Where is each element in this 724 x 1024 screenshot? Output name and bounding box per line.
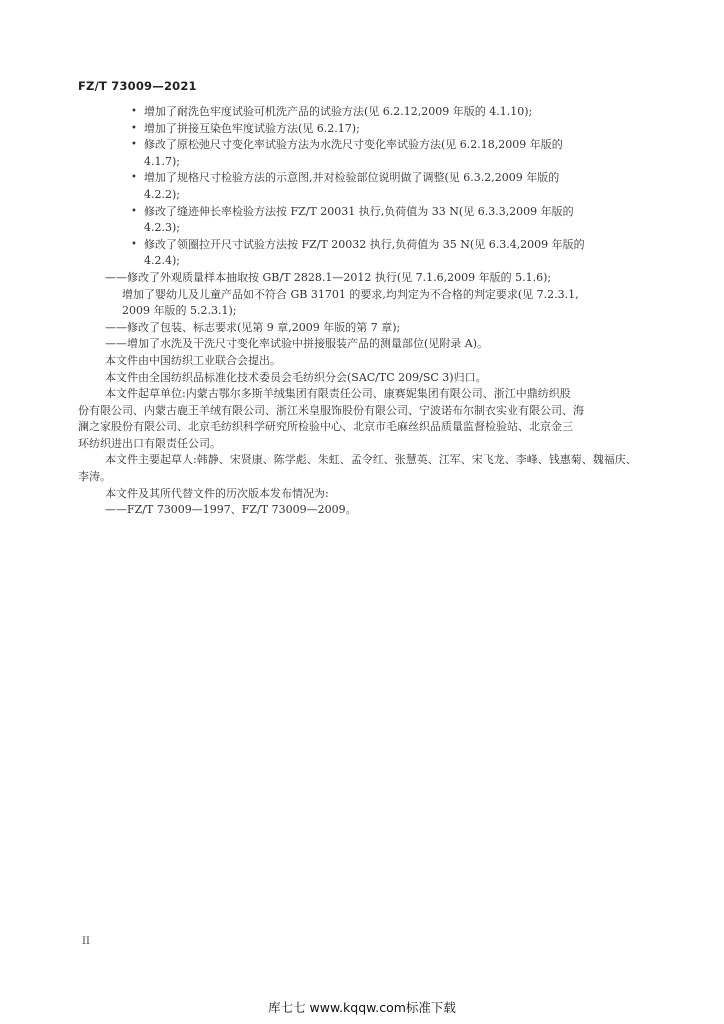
drafters-line: 本文件主要起草人:韩静、宋贤康、陈学彪、朱虹、孟令红、张慧英、江军、宋飞龙、李峰、钱惠菊、魏福庆、: [105, 453, 637, 467]
bullet-item: [78, 237, 658, 254]
bullet-item: [78, 170, 658, 187]
dash-item-measurement-position: ——增加了水洗及干洗尺寸变化率试验中拼接服装产品的测量部位(见附录 A)。: [105, 337, 489, 351]
paragraph-centralized-by: 本文件由全国纺织品标准化技术委员会毛纺织分会(SAC/TC 209/SC 3)归口。: [105, 370, 487, 384]
history-intro: 本文件及其所代替文件的历次版本发布情况为:: [105, 486, 329, 500]
bullet-dot-icon: •: [131, 172, 137, 184]
history-versions: ——FZ/T 73009—1997、FZ/T 73009—2009。: [105, 503, 357, 517]
footer-watermark: 库七七 www.kqqw.com标准下载: [268, 1000, 456, 1015]
bullet-text: 修改了缝迹伸长率检验方法按 FZ/T 20031 执行,负荷值为 33 N(见 6.3.3,2009 年版的: [144, 204, 574, 218]
bullet-dot-icon: •: [131, 238, 137, 250]
bullet-continuation: 4.2.4);: [144, 254, 180, 268]
bullet-text: 增加了规格尺寸检验方法的示意图,并对检验部位说明做了调整(见 6.3.2,2009 年版的: [144, 171, 560, 185]
drafting-units-line: 环纺织进出口有限责任公司。: [78, 436, 221, 450]
bullet-continuation: 4.1.7);: [144, 154, 180, 168]
paragraph-proposed-by: 本文件由中国纺织工业联合会提出。: [105, 353, 281, 367]
bullet-dot-icon: •: [131, 139, 137, 151]
dash-item-continuation: 2009 年版的 5.2.3.1);: [122, 304, 237, 318]
bullet-text: 修改了领圈拉开尺寸试验方法按 FZ/T 20032 执行,负荷值为 35 N(见 6.3.4,2009 年版的: [144, 237, 585, 251]
dash-item-continuation: 增加了婴幼儿及儿童产品如不符合 GB 31701 的要求,均判定为不合格的判定要求(见 7.2.3.1,: [122, 287, 579, 301]
bullet-text: 增加了拼接互染色牢度试验方法(见 6.2.17);: [144, 121, 360, 135]
drafters-line: 李涛。: [78, 470, 111, 484]
bullet-item: [78, 137, 658, 154]
drafting-units-line: 澜之家股份有限公司、北京毛纺织科学研究所检验中心、北京市毛麻丝织品质量监督检验站、北京金三: [78, 420, 573, 434]
bullet-item: [78, 121, 658, 138]
bullet-item: [78, 204, 658, 221]
foreword-continuation: [78, 104, 658, 519]
bullet-continuation: 4.2.2);: [144, 187, 180, 201]
page-number: II: [82, 936, 90, 947]
bullet-dot-icon: •: [131, 106, 137, 117]
bullet-text: 增加了耐洗色牢度试验可机洗产品的试验方法(见 6.2.12,2009 年版的 4.1.10);: [144, 105, 533, 118]
bullet-continuation: 4.2.3);: [144, 221, 180, 235]
drafting-units-line: 份有限公司、内蒙古鹿王羊绒有限公司、浙江米皇服饰股份有限公司、宁波诺布尔制衣实业有限公司、海: [78, 403, 584, 417]
standard-code: FZ/T 73009—2021: [78, 79, 197, 93]
bullet-text: 修改了原松弛尺寸变化率试验方法为水洗尺寸变化率试验方法(见 6.2.18,2009 年版的: [144, 138, 563, 152]
bullet-dot-icon: •: [131, 205, 137, 217]
drafting-units-line: 本文件起草单位:内蒙古鄂尔多斯羊绒集团有限责任公司、康赛妮集团有限公司、浙江中鼎纺织股: [105, 387, 571, 401]
dash-item-appearance-sampling: ——修改了外观质量样本抽取按 GB/T 2828.1—2012 执行(见 7.1.6,2009 年版的 5.1.6);: [105, 270, 552, 284]
bullet-item: [78, 104, 658, 121]
dash-item-packaging: ——修改了包装、标志要求(见第 9 章,2009 年版的第 7 章);: [105, 320, 401, 334]
bullet-dot-icon: •: [131, 122, 137, 134]
